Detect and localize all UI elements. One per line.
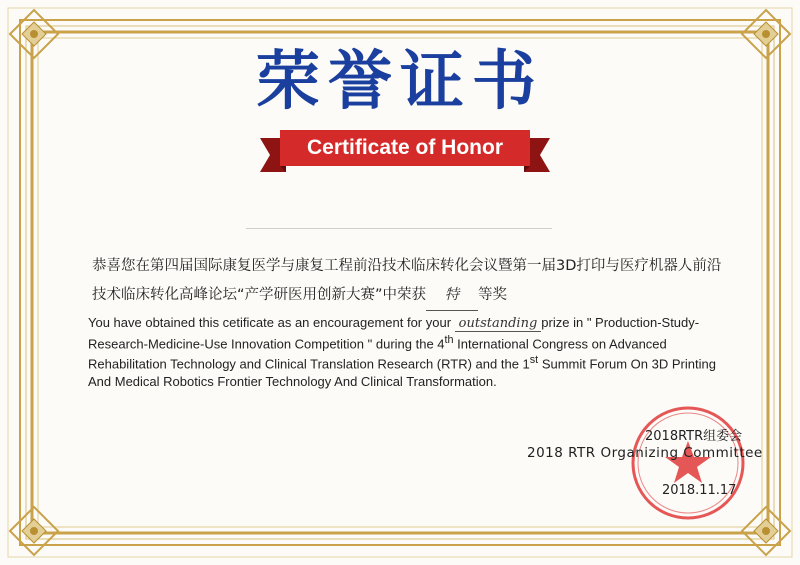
en-award-handwritten: outstanding — [455, 316, 542, 332]
english-body-text — [88, 314, 738, 390]
corner-ornament-bottom-left-icon — [4, 501, 64, 561]
red-seal-stamp-icon — [628, 403, 748, 523]
ribbon-label: Certificate of Honor — [306, 136, 503, 159]
en-body-part-2: prize in " Production-Study-Research-Medicine-Use Innovation Competition " during the 4 — [88, 315, 700, 352]
cn-award-handwritten: 特 — [426, 281, 478, 311]
organizer-chinese: 2018RTR组委会 — [645, 429, 743, 444]
issue-date: 2018.11.17 — [662, 483, 737, 498]
en-superscript-th: th — [444, 334, 454, 346]
cn-body-part-1: 恭喜您在第四届国际康复医学与康复工程前沿技术临床转化会议暨第一届3D打印与医疗机器人前沿技术临床转化高峰论坛“产学研医用创新大赛”中荣获 — [92, 258, 722, 303]
en-superscript-st: st — [529, 354, 539, 367]
en-body-part-1: You have obtained this cetificate as an encouragement for your — [88, 315, 452, 330]
certificate-title: 荣誉证书 — [256, 45, 544, 119]
en-body-part-3: International Congress on Advanced Rehabilitation Technology and Clinical Translation Research (RTR) and the 1 — [88, 336, 667, 372]
en-body-part-4: Summit Forum On 3D Printing And Medical Robotics Frontier Technology And Clinical Transformation. — [88, 356, 716, 389]
divider-line — [246, 228, 552, 229]
cn-body-part-2: 等奖 — [478, 287, 508, 303]
chinese-body-text — [92, 252, 732, 311]
organizer-english: 2018 RTR Organizing Committee — [527, 445, 763, 461]
